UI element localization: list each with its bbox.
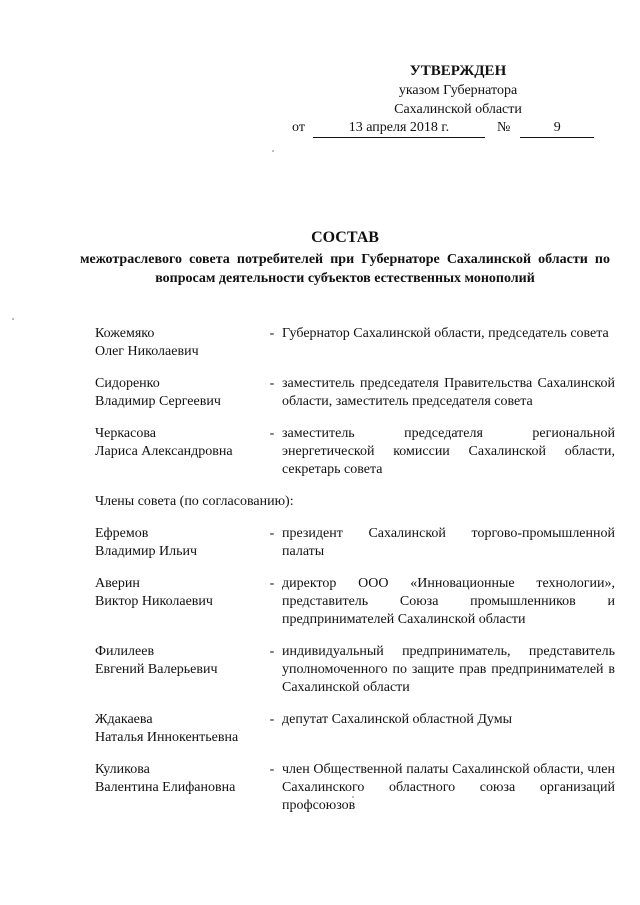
person-name: Сидоренко Владимир Сергеевич xyxy=(95,376,221,409)
list-item: Черкасова Лариса Александровна - заместитель председателя региональной энергетической комиссии Сахалинской области, секретарь совета xyxy=(95,426,615,477)
approval-region-line: Сахалинской области xyxy=(394,102,522,117)
approval-date: 13 апреля 2018 г. xyxy=(313,118,485,138)
person-name: Ефремов Владимир Ильич xyxy=(95,526,198,559)
number-label: № xyxy=(496,120,511,135)
person-name: Аверин Виктор Николаевич xyxy=(95,576,213,609)
person-role: индивидуальный предприниматель, представитель уполномоченного по защите прав предпринимателей в Сахалинской области xyxy=(282,644,615,695)
person-role: президент Сахалинской торгово-промышленной палаты xyxy=(282,526,615,559)
leadership-list xyxy=(95,325,615,479)
approved-label: УТВЕРЖДЕН xyxy=(409,63,507,79)
members-list xyxy=(95,525,615,815)
document-subtitle: межотраслевого совета потребителей при Губернаторе Сахалинской области по вопросам деятельности субъектов естественных монополий xyxy=(80,252,610,286)
list-item: Ефремов Владимир Ильич - президент Сахалинской торгово-промышленной палаты xyxy=(95,526,615,559)
person-name: Ждакаева Наталья Иннокентьевна xyxy=(95,712,239,745)
list-item: Аверин Виктор Николаевич - директор ООО «Инновационные технологии», представитель Союза промышленников и предпринимателей Сахалинской области xyxy=(95,576,615,627)
person-role: член Общественной палаты Сахалинской области, член Сахалинского областного союза организаций профсоюзов xyxy=(282,762,615,813)
date-prefix: от xyxy=(292,120,305,135)
list-item: Сидоренко Владимир Сергеевич - заместитель председателя Правительства Сахалинской области, заместитель председателя совета xyxy=(95,376,615,409)
person-role: заместитель председателя региональной энергетической комиссии Сахалинской области, секретарь совета xyxy=(282,426,615,477)
scan-speck xyxy=(352,796,354,798)
person-name: Кожемяко Олег Николаевич xyxy=(95,326,199,359)
approval-date-row xyxy=(292,118,594,138)
person-role: Губернатор Сахалинской области, председатель совета xyxy=(282,326,609,341)
person-name: Черкасова Лариса Александровна xyxy=(95,426,233,459)
person-name: Филилеев Евгений Валерьевич xyxy=(95,644,218,677)
approval-block xyxy=(288,62,608,119)
members-heading: Члены совета (по согласованию): xyxy=(95,494,294,509)
list-item: Кожемяко Олег Николаевич - Губернатор Сахалинской области, председатель совета xyxy=(95,325,615,361)
person-name: Куликова Валентина Елифановна xyxy=(95,762,236,795)
list-item: Куликова Валентина Елифановна - член Общественной палаты Сахалинской области, член Сахалинского областного союза организаций профсоюзов xyxy=(95,762,615,813)
approval-decree-line: указом Губернатора xyxy=(398,83,518,98)
list-item: Ждакаева Наталья Иннокентьевна - депутат Сахалинской областной Думы xyxy=(95,711,615,747)
document-heading xyxy=(80,228,610,288)
person-role: директор ООО «Инновационные технологии», представитель Союза промышленников и предпринимателей Сахалинской области xyxy=(282,576,615,627)
council-composition xyxy=(95,325,615,829)
list-item: Филилеев Евгений Валерьевич - индивидуальный предприниматель, представитель уполномоченного по защите прав предпринимателей в Сахалинской области xyxy=(95,644,615,695)
scan-speck xyxy=(12,318,14,320)
approval-number: 9 xyxy=(520,118,594,138)
person-role: заместитель председателя Правительства Сахалинской области, заместитель председателя совета xyxy=(282,376,615,409)
person-role: депутат Сахалинской областной Думы xyxy=(282,712,512,727)
document-title: СОСТАВ xyxy=(311,229,379,246)
scan-speck xyxy=(272,150,274,152)
